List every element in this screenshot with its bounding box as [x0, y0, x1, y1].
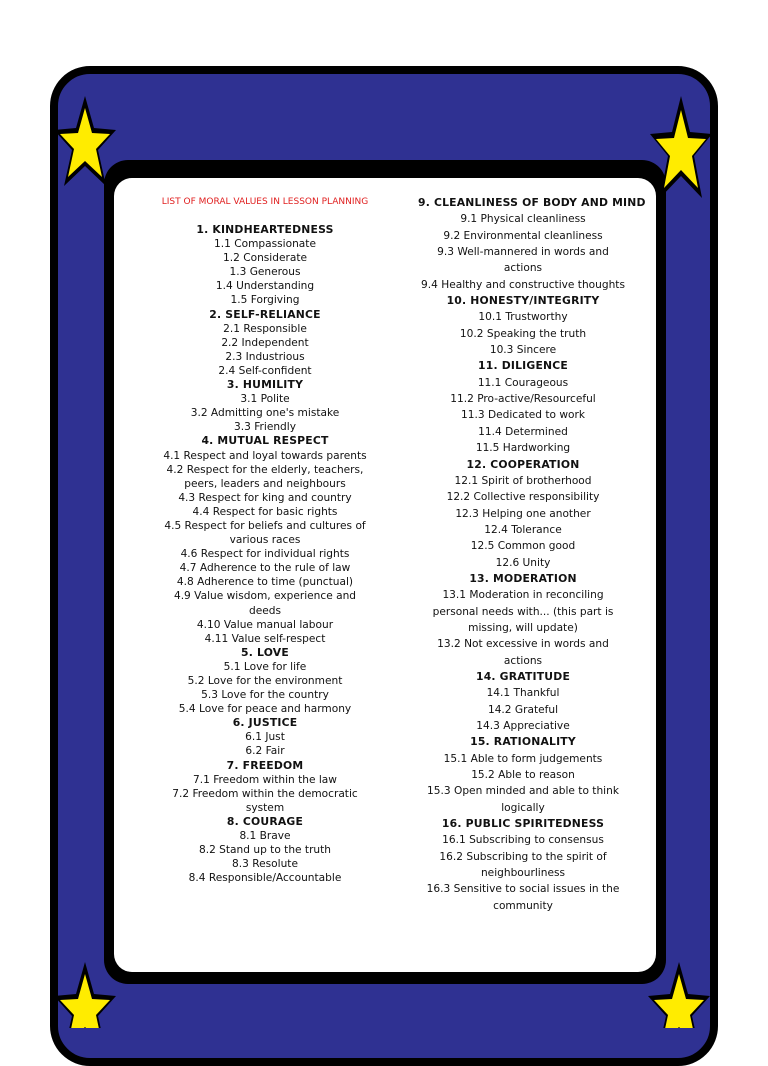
value-item: 4.2 Respect for the elderly, teachers, peers, leaders and neighbours	[166, 463, 364, 490]
section-heading: 3. HUMILITY	[226, 378, 304, 392]
section-heading: 8. COURAGE	[226, 814, 304, 828]
value-item: 11.4 Determined	[478, 425, 568, 438]
value-item: 5.2 Love for the environment	[187, 675, 343, 687]
value-item: 3.1 Polite	[240, 393, 290, 406]
section-heading: 7. FREEDOM	[226, 758, 304, 772]
value-item: 7.1 Freedom within the law	[193, 773, 337, 786]
value-item: 11.1 Courageous	[477, 376, 569, 389]
section-heading: 10. HONESTY/INTEGRITY	[446, 294, 600, 308]
value-item: 4.4 Respect for basic rights	[192, 505, 338, 518]
value-item: 15.3 Open minded and able to think logically	[427, 785, 619, 814]
section-heading: 13. MODERATION	[469, 571, 577, 585]
value-item: 4.7 Adherence to the rule of law	[179, 562, 351, 575]
value-item: 16.2 Subscribing to the spirit of neighbourliness	[439, 850, 607, 880]
star-icon-bottom-left	[50, 958, 120, 1028]
left-column	[160, 195, 370, 885]
value-item: 11.2 Pro-active/Resourceful	[450, 393, 596, 406]
value-item: 4.11 Value self-respect	[204, 632, 326, 645]
value-item: 5.3 Love for the country	[201, 689, 329, 702]
value-item: 14.3 Appreciative	[476, 720, 570, 732]
value-item: 12.6 Unity	[495, 556, 551, 569]
value-item: 10.3 Sincere	[489, 344, 557, 357]
value-item: 12.5 Common good	[470, 540, 576, 553]
value-item: 8.3 Resolute	[232, 858, 298, 871]
value-item: 5.1 Love for life	[223, 660, 307, 673]
value-item: 4.3 Respect for king and country	[178, 491, 352, 504]
value-item: 14.1 Thankful	[486, 687, 560, 700]
value-item: 12.4 Tolerance	[484, 523, 562, 536]
value-item: 4.9 Value wisdom, experience and deeds	[173, 590, 357, 617]
value-item: 5.4 Love for peace and harmony	[178, 703, 352, 716]
value-item: 13.2 Not excessive in words and actions	[437, 638, 609, 667]
value-item: 14.2 Grateful	[487, 703, 559, 716]
value-item: 2.2 Independent	[221, 336, 309, 349]
value-item: 12.3 Helping one another	[455, 507, 591, 520]
value-item: 1.3 Generous	[229, 266, 301, 279]
document-title: LIST OF MORAL VALUES IN LESSON PLANNING	[161, 197, 369, 207]
value-item: 11.3 Dedicated to work	[460, 409, 586, 422]
right-column	[418, 195, 646, 914]
section-heading: 12. COOPERATION	[466, 457, 580, 471]
section-heading: 15. RATIONALITY	[470, 735, 576, 749]
value-item: 8.1 Brave	[239, 830, 291, 843]
value-item: 6.2 Fair	[245, 745, 285, 758]
value-item: 6.1 Just	[245, 731, 285, 744]
value-item: 2.1 Responsible	[223, 322, 307, 335]
star-icon-top-right	[646, 92, 716, 204]
section-heading: 9. CLEANLINESS OF BODY AND MIND	[418, 196, 646, 209]
section-heading: 2. SELF-RELIANCE	[209, 307, 321, 321]
value-item: 2.3 Industrious	[225, 350, 305, 363]
value-item: 3.3 Friendly	[233, 421, 296, 434]
value-item: 15.2 Able to reason	[471, 769, 575, 782]
value-item: 1.2 Considerate	[222, 252, 308, 265]
value-item: 16.3 Sensitive to social issues in the community	[426, 883, 620, 912]
section-heading: 11. DILIGENCE	[478, 359, 568, 373]
section-heading: 16. PUBLIC SPIRITEDNESS	[441, 817, 605, 831]
value-item: 16.1 Subscribing to consensus	[442, 834, 604, 847]
value-item: 1.1 Compassionate	[214, 238, 316, 251]
value-item: 12.2 Collective responsibility	[446, 491, 600, 504]
section-heading: 1. KINDHEARTEDNESS	[196, 223, 334, 236]
value-item: 10.1 Trustworthy	[478, 311, 568, 324]
value-item: 9.3 Well-mannered in words and actions	[437, 246, 609, 275]
value-item: 15.1 Able to form judgements	[443, 752, 603, 765]
star-icon-bottom-right	[644, 958, 714, 1028]
section-heading: 4. MUTUAL RESPECT	[201, 434, 329, 448]
value-item: 9.1 Physical cleanliness	[460, 213, 586, 226]
value-item: 1.4 Understanding	[215, 280, 315, 293]
value-item: 4.8 Adherence to time (punctual)	[176, 576, 354, 589]
value-item: 8.4 Responsible/Accountable	[188, 872, 342, 885]
value-item: 3.2 Admitting one's mistake	[190, 407, 340, 420]
value-item: 1.5 Forgiving	[230, 294, 300, 307]
section-heading: 5. LOVE	[241, 645, 289, 659]
section-heading: 6. JUSTICE	[232, 716, 298, 730]
right-value-list	[418, 195, 646, 914]
value-item: 12.1 Spirit of brotherhood	[454, 474, 592, 487]
value-item: 4.10 Value manual labour	[196, 618, 334, 631]
star-icon-top-left	[50, 92, 120, 192]
value-item: 10.2 Speaking the truth	[459, 327, 587, 340]
value-item: 9.2 Environmental cleanliness	[443, 229, 603, 242]
value-item: 7.2 Freedom within the democratic system	[172, 787, 358, 814]
left-value-list	[160, 223, 370, 885]
value-item: 11.5 Hardworking	[475, 442, 571, 455]
value-item: 2.4 Self-confident	[218, 364, 312, 377]
value-item: 4.6 Respect for individual rights	[180, 548, 350, 561]
value-item: 9.4 Healthy and constructive thoughts	[421, 278, 625, 291]
section-heading: 14. GRATITUDE	[475, 669, 571, 683]
value-item: 4.5 Respect for beliefs and cultures of various races	[164, 519, 366, 547]
value-item: 8.2 Stand up to the truth	[198, 844, 332, 857]
value-item: 4.1 Respect and loyal towards parents	[163, 449, 367, 462]
value-item: 13.1 Moderation in reconciling personal needs with... (this part is missing, will update)	[432, 589, 614, 634]
